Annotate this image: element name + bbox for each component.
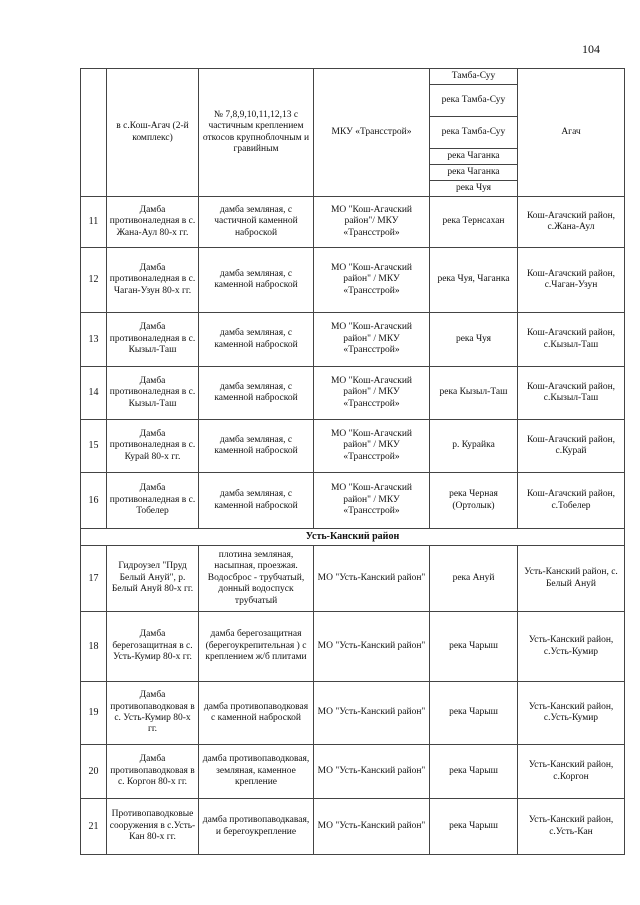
name-cell: Дамба противоналедная в с. Кызыл-Таш	[107, 313, 199, 367]
type-cell: дамба противопаводковая с каменной наброской	[199, 682, 314, 745]
owner-cell: МО "Усть-Канский район"	[314, 745, 430, 799]
name-cell: Дамба противоналедная в с. Тобелер	[107, 473, 199, 529]
section-header-row	[81, 529, 625, 546]
location-cell: Кош-Агачский район, с.Курай	[518, 420, 625, 473]
name-cell: Гидроузел "Пруд Белый Ануй", р. Белый Ануй 80-х гг.	[107, 546, 199, 612]
owner-cell: МО "Кош-Агачский район" / МКУ «Трансстрой»	[314, 420, 430, 473]
river-cell: река Тернсахан	[430, 197, 518, 248]
table-row	[81, 248, 625, 313]
table-row	[81, 682, 625, 745]
river-cell: река Чуя	[430, 181, 518, 197]
dams-table	[80, 68, 625, 855]
river-cell: река Чуя	[430, 313, 518, 367]
num-cell: 12	[81, 248, 107, 313]
location-cell: Усть-Канский район, с. Белый Ануй	[518, 546, 625, 612]
owner-cell: МО "Кош-Агачский район" / МКУ «Трансстрой»	[314, 313, 430, 367]
name-cell: Дамба противоналедная в с. Курай 80-х гг.	[107, 420, 199, 473]
location-cell: Усть-Канский район, с.Усть-Кумир	[518, 612, 625, 682]
river-cell: река Чарыш	[430, 745, 518, 799]
location-cell: Кош-Агачский район, с.Кызыл-Таш	[518, 313, 625, 367]
type-cell: дамба противопаводковая, земляная, каменное крепление	[199, 745, 314, 799]
table-row	[81, 367, 625, 420]
table-row	[81, 745, 625, 799]
type-cell: дамба земляная, с частичной каменной наброской	[199, 197, 314, 248]
location-cell: Кош-Агачский район, с.Чаган-Узун	[518, 248, 625, 313]
owner-cell: МО "Кош-Агачский район" / МКУ «Трансстрой»	[314, 367, 430, 420]
river-cell: река Ануй	[430, 546, 518, 612]
river-cell: р. Курайка	[430, 420, 518, 473]
table-row	[81, 612, 625, 682]
location-cell: Усть-Канский район, с.Коргон	[518, 745, 625, 799]
name-cell: Дамба противопаводковая в с. Усть-Кумир 80-х гг.	[107, 682, 199, 745]
river-cell: река Тамба-Суу	[430, 117, 518, 149]
table-row	[81, 313, 625, 367]
section-title: Усть-Канский район	[81, 529, 625, 546]
type-cell: плотина земляная, насыпная, проезжая. Водосброс - трубчатый, донный водоспуск трубчатый	[199, 546, 314, 612]
num-cell: 21	[81, 799, 107, 855]
table-row	[81, 799, 625, 855]
type-cell: дамба земляная, с каменной наброской	[199, 420, 314, 473]
name-cell: Дамба противоналедная в с. Чаган-Узун 80-х гг.	[107, 248, 199, 313]
owner-cell: МО "Усть-Канский район"	[314, 612, 430, 682]
owner-cell: МО "Усть-Канский район"	[314, 682, 430, 745]
num-cell: 11	[81, 197, 107, 248]
river-cell: река Чарыш	[430, 682, 518, 745]
location-cell: Усть-Канский район, с.Усть-Кан	[518, 799, 625, 855]
table-row	[81, 197, 625, 248]
num-cell: 19	[81, 682, 107, 745]
owner-cell: МО "Кош-Агачский район"/ МКУ «Трансстрой»	[314, 197, 430, 248]
river-cell: река Чарыш	[430, 612, 518, 682]
type-cell: дамба противопаводкавая, и берегоукрепление	[199, 799, 314, 855]
type-cell: дамба берегозащитная (берегоукрепительная ) с креплением ж/б плитами	[199, 612, 314, 682]
num-cell: 14	[81, 367, 107, 420]
owner-cell: МКУ «Трансстрой»	[314, 69, 430, 197]
type-cell: дамба земляная, с каменной наброской	[199, 313, 314, 367]
type-cell: дамба земляная, с каменной наброской	[199, 473, 314, 529]
name-cell: Дамба противоналедная в с. Жана-Аул 80-х гг.	[107, 197, 199, 248]
type-cell: дамба земляная, с каменной наброской	[199, 248, 314, 313]
num-cell: 13	[81, 313, 107, 367]
river-cell: река Чаганка	[430, 165, 518, 181]
river-cell: река Чаганка	[430, 149, 518, 165]
num-cell: 18	[81, 612, 107, 682]
location-cell: Кош-Агачский район, с.Жана-Аул	[518, 197, 625, 248]
location-cell: Кош-Агачский район, с.Кызыл-Таш	[518, 367, 625, 420]
num-cell: 16	[81, 473, 107, 529]
name-cell: Дамба противопаводковая в с. Коргон 80-х гг.	[107, 745, 199, 799]
river-cell: Тамба-Суу	[430, 69, 518, 85]
num-cell	[81, 69, 107, 197]
num-cell: 15	[81, 420, 107, 473]
num-cell: 20	[81, 745, 107, 799]
type-cell: № 7,8,9,10,11,12,13 с частичным креплением откосов крупноблочным и гравийным	[199, 69, 314, 197]
page-number: 104	[582, 42, 600, 56]
river-cell: река Тамба-Суу	[430, 85, 518, 117]
location-cell: Усть-Канский район, с.Усть-Кумир	[518, 682, 625, 745]
river-cell: река Чуя, Чаганка	[430, 248, 518, 313]
owner-cell: МО "Усть-Канский район"	[314, 546, 430, 612]
table-row	[81, 546, 625, 612]
type-cell: дамба земляная, с каменной наброской	[199, 367, 314, 420]
river-cell: река Чарыш	[430, 799, 518, 855]
owner-cell: МО "Кош-Агачский район" / МКУ «Трансстрой»	[314, 473, 430, 529]
name-cell: Дамба берегозащитная в с. Усть-Кумир 80-х гг.	[107, 612, 199, 682]
location-cell: Кош-Агачский район, с.Тобелер	[518, 473, 625, 529]
owner-cell: МО "Усть-Канский район"	[314, 799, 430, 855]
name-cell: Дамба противоналедная в с. Кызыл-Таш	[107, 367, 199, 420]
table-row	[81, 473, 625, 529]
owner-cell: МО "Кош-Агачский район" / МКУ «Трансстрой»	[314, 248, 430, 313]
table-row	[81, 420, 625, 473]
river-cell: река Кызыл-Таш	[430, 367, 518, 420]
name-cell: Противопаводковые сооружения в с.Усть-Кан 80-х гг.	[107, 799, 199, 855]
num-cell: 17	[81, 546, 107, 612]
name-cell: в с.Кош-Агач (2-й комплекс)	[107, 69, 199, 197]
river-cell: река Черная (Ортолык)	[430, 473, 518, 529]
location-cell: Агач	[518, 69, 625, 197]
